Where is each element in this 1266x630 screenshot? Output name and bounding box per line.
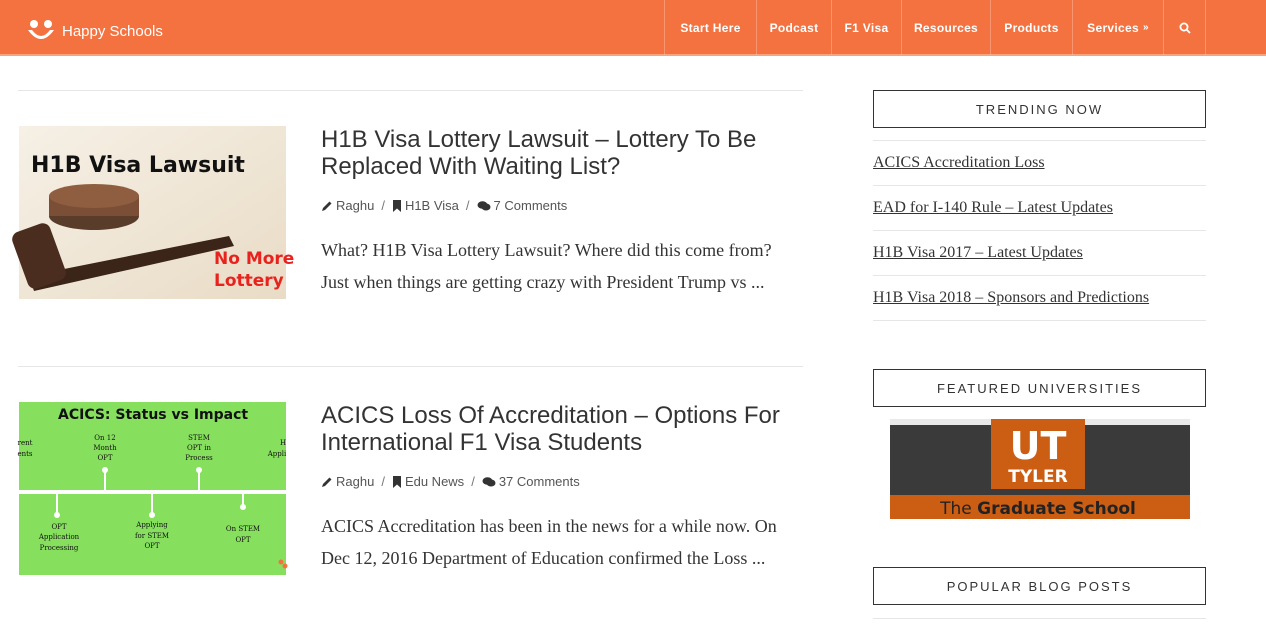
tagline-prefix: The xyxy=(940,499,978,519)
timeline-label: Process xyxy=(185,454,213,462)
post-excerpt: ACICS Accreditation has been in the news for a while now. On Dec 12, 2016 Department of Education confirmed the Loss ... xyxy=(321,516,777,568)
bookmark-icon xyxy=(392,200,402,212)
timeline-label: OPT xyxy=(51,523,67,531)
timeline-label: ents xyxy=(17,450,33,458)
post-divider xyxy=(18,366,803,367)
post-comments[interactable]: 7 Comments xyxy=(493,198,568,213)
trending-item[interactable] xyxy=(873,141,1206,186)
trending-link[interactable]: ACICS Accreditation Loss xyxy=(873,154,1045,171)
pencil-icon xyxy=(321,200,333,212)
nav-label: Start Here xyxy=(680,20,741,35)
timeline-label: OPT xyxy=(235,536,251,544)
bookmark-icon xyxy=(392,476,402,488)
timeline-label: for STEM xyxy=(134,532,170,540)
post-author[interactable]: Raghu xyxy=(336,198,375,213)
nav-label: Services xyxy=(1087,20,1139,35)
trending-item[interactable] xyxy=(873,276,1206,321)
meta-separator: / xyxy=(465,198,470,213)
gavel-image xyxy=(19,126,295,299)
nav-f1-visa[interactable] xyxy=(831,0,901,55)
comments-icon xyxy=(477,200,491,212)
nav-start-here[interactable] xyxy=(664,0,756,55)
trending-item[interactable] xyxy=(873,186,1206,231)
thumb-tag-line1: No More xyxy=(214,249,295,269)
brand-name: Happy Schools xyxy=(62,22,163,40)
nav-label: Podcast xyxy=(769,20,819,35)
thumb-heading: H1B Visa Lawsuit xyxy=(31,153,245,178)
timeline-label: Appli xyxy=(267,450,287,458)
post-excerpt: What? H1B Visa Lottery Lawsuit? Where did this come from? Just when things are getting crazy with President Trump vs ... xyxy=(321,240,772,292)
timeline-label: Month xyxy=(93,444,117,452)
post-comments[interactable]: 37 Comments xyxy=(498,474,580,489)
site-logo[interactable] xyxy=(26,18,163,44)
timeline-label: Processing xyxy=(39,544,79,552)
post-thumbnail[interactable] xyxy=(19,126,295,299)
acics-timeline-image xyxy=(19,402,286,575)
site-header xyxy=(0,0,1266,56)
post-divider xyxy=(18,90,803,91)
post-meta xyxy=(321,474,580,489)
nav-label: Resources xyxy=(913,20,979,35)
timeline-label: Applying xyxy=(136,521,168,529)
timeline-label: Application xyxy=(38,533,80,541)
main-nav xyxy=(664,0,1206,55)
search-icon xyxy=(1179,22,1191,34)
trending-link[interactable]: EAD for I-140 Rule – Latest Updates xyxy=(873,199,1113,216)
popular-widget-title: POPULAR BLOG POSTS xyxy=(873,567,1206,605)
meta-separator: / xyxy=(381,474,385,489)
chevron-down-icon: » xyxy=(1142,22,1149,33)
timeline-label: On 12 xyxy=(94,434,116,442)
timeline-label: On STEM xyxy=(225,525,261,533)
logo-tagline xyxy=(939,499,1136,519)
post-meta xyxy=(321,198,567,213)
nav-label: Products xyxy=(1004,20,1059,35)
tagline-bold: Graduate School xyxy=(977,499,1136,519)
post-category[interactable]: H1B Visa xyxy=(404,198,459,213)
featured-widget-title: FEATURED UNIVERSITIES xyxy=(873,369,1206,407)
timeline-label: H xyxy=(279,439,287,447)
timeline-label: rent xyxy=(17,439,33,447)
meta-separator: / xyxy=(381,198,385,213)
thumb-heading: ACICS: Status vs Impact xyxy=(58,407,249,423)
post-title[interactable]: H1B Visa Lottery Lawsuit – Lottery To Be Replaced With Waiting List? xyxy=(321,126,757,180)
trending-widget-title: TRENDING NOW xyxy=(873,90,1206,128)
post-thumbnail[interactable] xyxy=(19,402,286,575)
nav-label: F1 Visa xyxy=(844,20,889,35)
nav-resources[interactable] xyxy=(901,0,990,55)
timeline-label: OPT xyxy=(144,542,160,550)
trending-link[interactable]: H1B Visa 2017 – Latest Updates xyxy=(873,244,1083,261)
timeline-label: OPT in xyxy=(186,444,212,452)
trending-item[interactable] xyxy=(873,231,1206,276)
logo-university-name: TYLER xyxy=(1008,467,1068,487)
ut-tyler-logo xyxy=(890,419,1190,519)
timeline-label: OPT xyxy=(97,454,113,462)
nav-products[interactable] xyxy=(990,0,1072,55)
pencil-icon xyxy=(321,476,333,488)
thumb-tag-line2: Lottery xyxy=(214,271,284,291)
meta-separator: / xyxy=(471,474,475,489)
popular-divider xyxy=(873,618,1206,619)
post-title[interactable]: ACICS Loss Of Accreditation – Options For International F1 Visa Students xyxy=(321,402,780,456)
logo-mark-text: UT xyxy=(1009,424,1067,468)
nav-podcast[interactable] xyxy=(756,0,831,55)
trending-link[interactable]: H1B Visa 2018 – Sponsors and Predictions xyxy=(873,289,1150,306)
post-author[interactable]: Raghu xyxy=(336,474,375,489)
comments-icon xyxy=(482,476,496,488)
happy-schools-logo-icon xyxy=(26,18,56,44)
post-category[interactable]: Edu News xyxy=(404,474,465,489)
nav-search[interactable] xyxy=(1163,0,1206,55)
timeline-label: STEM xyxy=(188,434,210,442)
ut-tyler-banner[interactable] xyxy=(890,419,1190,519)
nav-services[interactable] xyxy=(1072,0,1163,55)
